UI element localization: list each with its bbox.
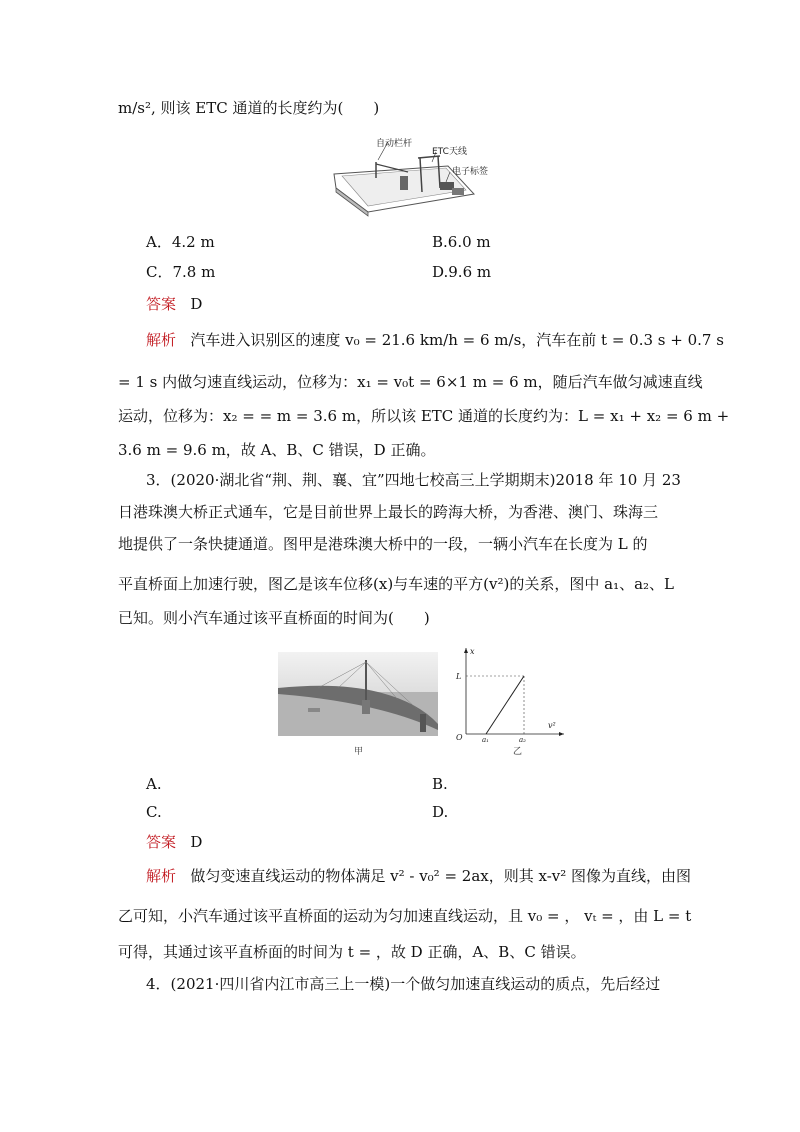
q2-analysis-line-3: 运动，位移为：x₂ = = m = 3.6 m，所以该 ETC 通道的长度约为：L = x₁ + x₂ = 6 m + [118, 407, 730, 425]
q2-analysis-line-4: 3.6 m = 9.6 m，故 A、B、C 错误，D 正确。 [118, 441, 436, 459]
q3-answer-row [146, 832, 202, 852]
analysis-label: 解析 [146, 867, 177, 885]
label-etc-antenna: ETC天线 [432, 147, 467, 157]
q3-stem-line-3: 地提供了一条快捷通道。图甲是港珠澳大桥中的一段，一辆小汽车在长度为 L 的 [118, 535, 648, 553]
q3-stem-line-2: 日港珠澳大桥正式通车，它是目前世界上最长的跨海大桥，为香港、澳门、珠海三 [118, 503, 659, 521]
q3-analysis-line-3: 可得，其通过该平直桥面的时间为 t = ，故 D 正确，A、B、C 错误。 [118, 943, 586, 961]
q3-stem-line-4: 平直桥面上加速行驶，图乙是该车位移(x)与车速的平方(v²)的关系，图中 a₁、a₂、L [118, 575, 674, 593]
label-auto-gate: 自动栏杆 [376, 139, 413, 149]
q3-option-a: A. [146, 775, 162, 793]
analysis-text: 做匀变速直线运动的物体满足 v² - v₀² = 2ax，则其 x-v² 图像为直线，由图 [190, 867, 692, 885]
graph-x-label: v² [548, 721, 556, 730]
analysis-label: 解析 [146, 331, 177, 349]
q2-option-b: B.6.0 m [432, 233, 491, 251]
q2-option-a: A．4.2 m [146, 233, 215, 251]
graph-a1: a₁ [482, 736, 489, 744]
bridge-photo [278, 652, 438, 736]
graph-y-label: x [470, 647, 475, 656]
answer-value: D [190, 295, 203, 313]
q3-stem-line-5: 已知。则小汽车通过该平直桥面的时间为( ) [118, 609, 430, 627]
analysis-text: 汽车进入识别区的速度 v₀ = 21.6 km/h = 6 m/s，汽车在前 t = 0.3 s + 0.7 s [190, 331, 724, 349]
caption-yi: 乙 [513, 747, 523, 757]
graph-L: L [456, 672, 462, 681]
answer-label: 答案 [146, 295, 177, 313]
q2-stem-tail: m/s², 则该 ETC 通道的长度约为( ) [118, 99, 380, 117]
q4-stem-line-1: 4．(2021·四川省内江市高三上一模)一个做匀加速直线运动的质点，先后经过 [146, 975, 661, 993]
q2-option-d: D.9.6 m [432, 263, 492, 281]
graph-a2: a₂ [519, 736, 526, 744]
q2-analysis-line-1 [146, 330, 724, 350]
x-v2-graph [452, 644, 567, 744]
answer-label: 答案 [146, 833, 177, 851]
q3-option-c: C. [146, 803, 162, 821]
q3-analysis-line-2: 乙可知，小汽车通过该平直桥面的运动为匀加速直线运动，且 v₀ = ， vₜ = ，由 L = t [118, 907, 692, 925]
caption-jia: 甲 [354, 747, 364, 757]
answer-value: D [190, 833, 203, 851]
q3-option-d: D. [432, 803, 449, 821]
q3-option-b: B. [432, 775, 448, 793]
q3-analysis-line-1 [146, 866, 691, 886]
q2-option-c: C．7.8 m [146, 263, 216, 281]
q3-stem-line-1: 3．(2020·湖北省“荆、荆、襄、宜”四地七校高三上学期期末)2018 年 10 月 23 [146, 471, 681, 489]
etc-figure [328, 132, 503, 218]
label-electronic-tag: 电子标签 [452, 167, 489, 177]
q2-answer-row [146, 294, 202, 314]
graph-origin: O [456, 733, 463, 742]
q2-analysis-line-2: = 1 s 内做匀速直线运动，位移为：x₁ = v₀t = 6×1 m = 6 m，随后汽车做匀减速直线 [118, 373, 703, 391]
